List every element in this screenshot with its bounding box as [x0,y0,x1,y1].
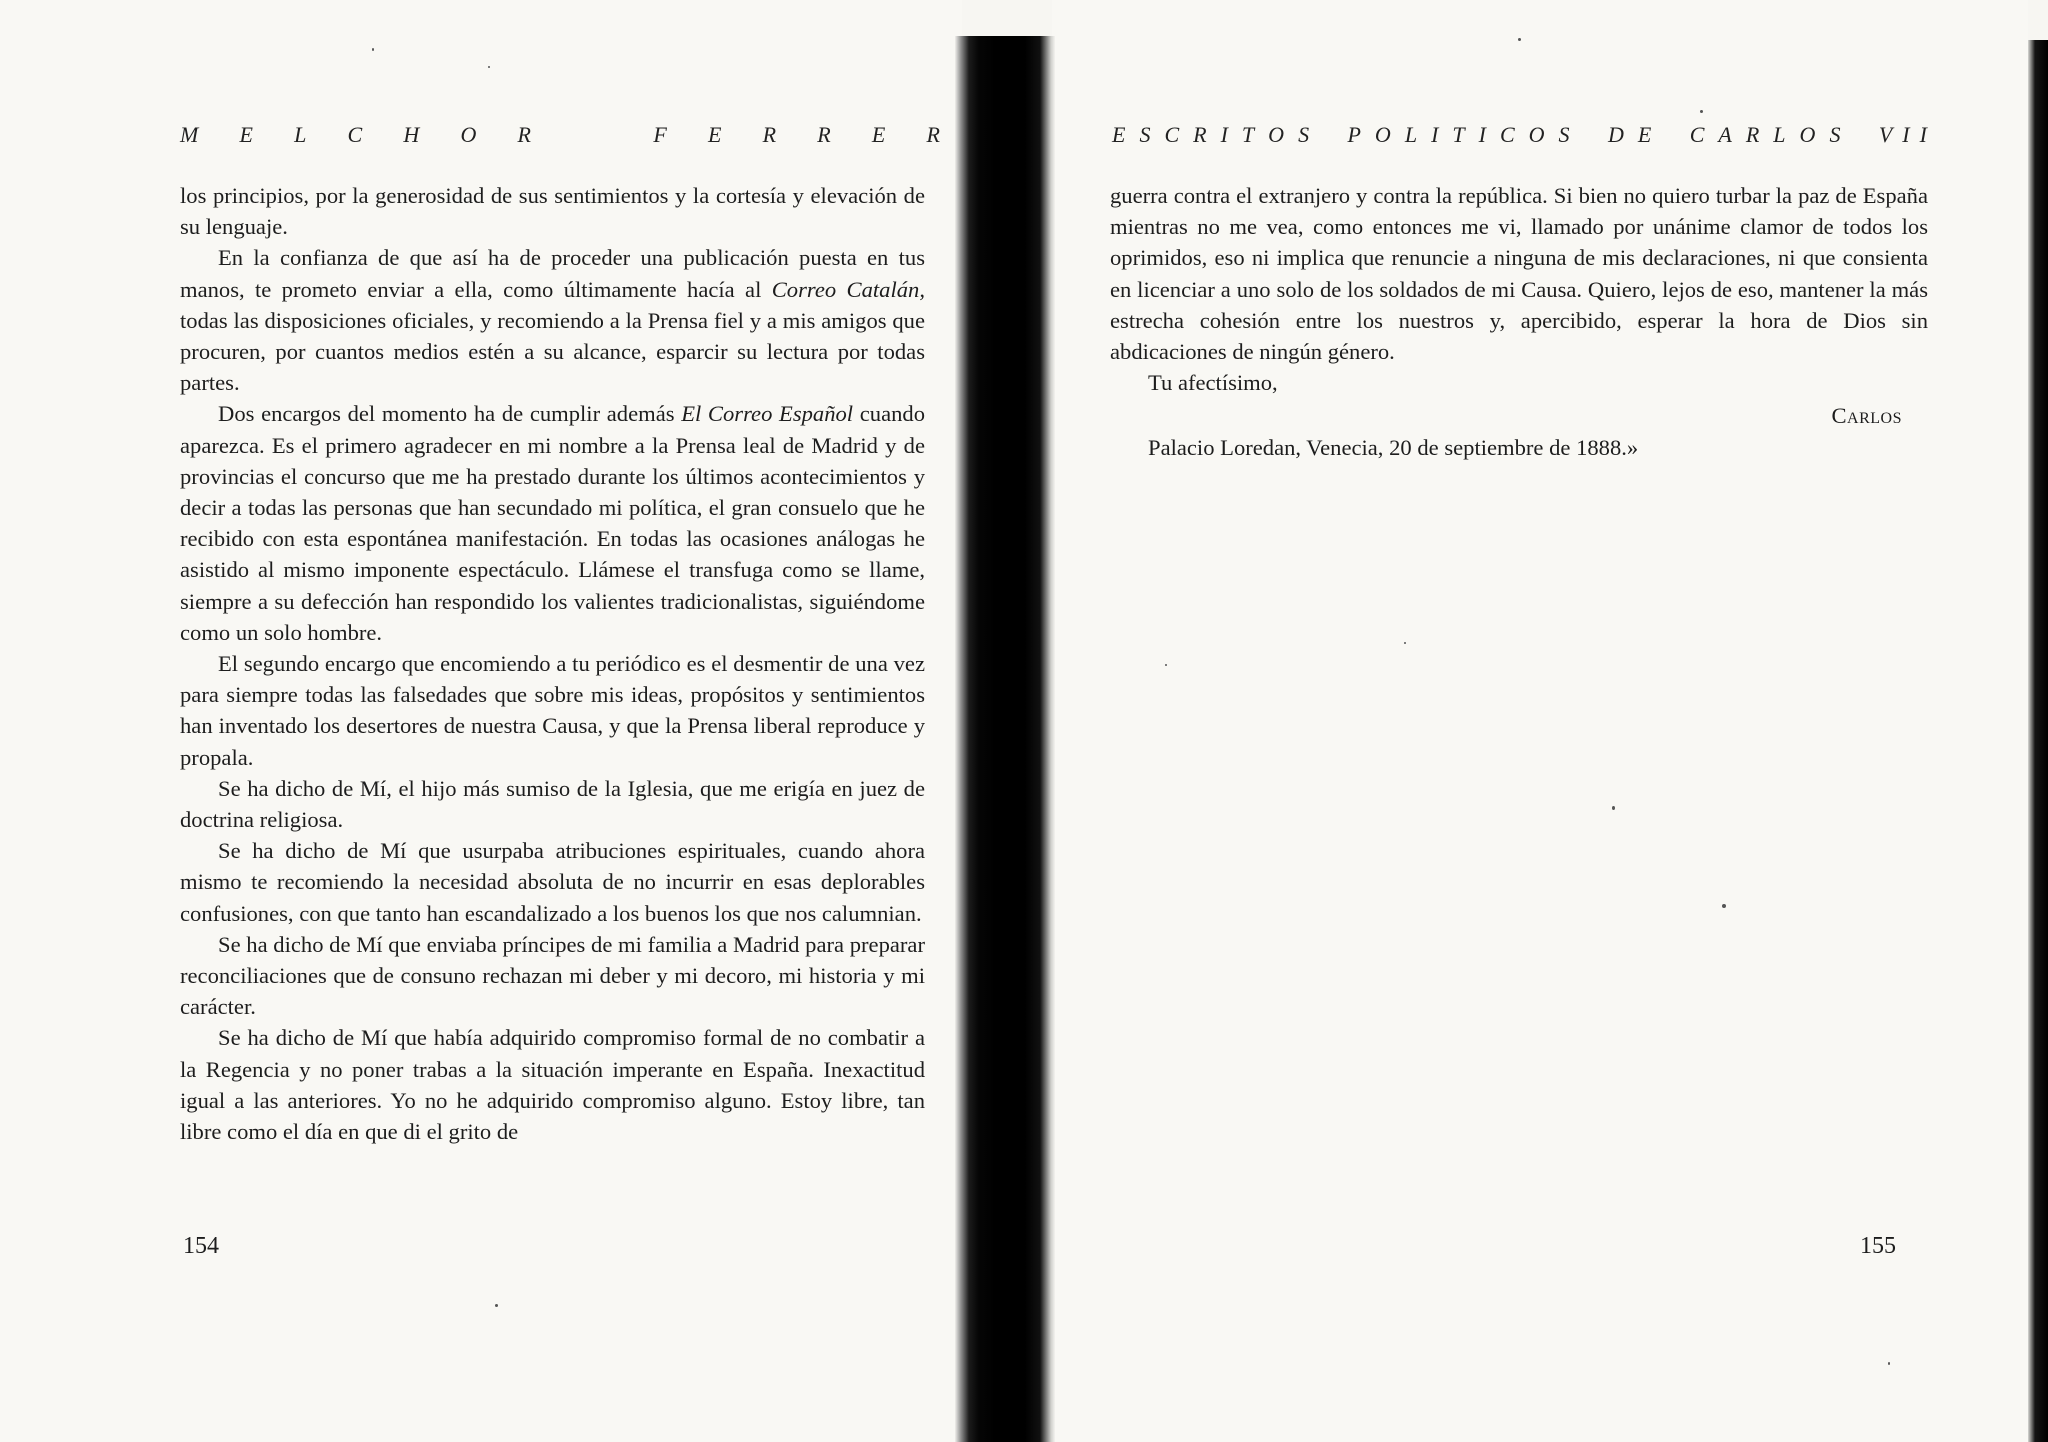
left-body-text [180,180,925,1147]
right-body-text [1110,180,1928,463]
running-head-letter: R [1193,122,1207,147]
paragraph: los principios, por la generosidad de sus sentimientos y la cortesía y elevación de su lenguaje. [180,183,925,240]
running-head-letter: L [1404,122,1418,147]
running-head-letter: R [517,122,531,147]
running-head-word [1347,122,1569,148]
running-head-letter: O [1268,122,1285,147]
running-head-word [1112,122,1309,148]
paragraph: Se ha dicho de Mí que usurpaba atribuciones espirituales, cuando ahora mismo te recomiendo la necesidad absoluta de no incurrir en esas deplorables confusiones, con que tanto han escandalizado a los buenos los que nos calumnian. [180,838,925,926]
running-head-word [1879,122,1927,148]
left-page [0,0,962,1442]
running-head-letter: O [1528,122,1545,147]
paragraph: Se ha dicho de Mí, el hijo más sumiso de la Iglesia, que me erigía en juez de doctrina religiosa. [180,775,925,833]
running-head-letter: S [1829,122,1841,147]
running-head-letter: S [1298,122,1310,147]
running-head-letter: O [460,122,477,147]
paragraph: Se ha dicho de Mí que había adquirido compromiso formal de no combatir a la Regencia y no poner trabas a la situación imperante en España. Inexactitud igual a las anteriores. Yo no he adquirido compromiso alguno. Estoy libre, tan libre como el día en que di el grito de [180,1025,925,1145]
running-head-letter: E [1112,122,1126,147]
running-head-word [1690,122,1841,148]
running-head-letter: E [1637,122,1652,147]
paragraph [180,398,925,648]
running-head-letter: S [1139,122,1151,147]
signature: Carlos [1831,403,1902,429]
running-head-letter: O [1799,122,1816,147]
running-head-letter: I [1431,122,1439,147]
newspaper-title: El Correo Español [681,401,854,427]
running-head-letter: T [1452,122,1465,147]
running-head-letter: I [1902,122,1910,147]
running-head-word [1608,122,1651,148]
paragraph [180,242,925,398]
running-head-letter: C [1164,122,1180,147]
paragraph-text: En la confianza de que así ha de proceder una publicación puesta en tus manos, te prometo enviar a ella, como últimamente hacía al [180,245,925,302]
running-head-letter: I [1220,122,1228,147]
paragraph-text: Dos encargos del momento ha de cumplir además [218,401,682,427]
running-head-letter: E [239,122,253,147]
running-head-letter: I [1478,122,1486,147]
running-head-letter: E [707,122,722,147]
running-head-letter: C [1689,122,1705,147]
page-number-left: 154 [183,1233,219,1259]
running-head-letter: P [1347,122,1361,147]
running-head-letter: F [653,122,667,147]
running-head-letter: V [1878,122,1893,147]
paragraph: Se ha dicho de Mí que enviaba príncipes de mi familia a Madrid para preparar reconciliaciones que de consuno rechazan mi deber y mi decoro, mi historia y mi carácter. [180,931,925,1020]
newspaper-title: Correo Catalán, [771,276,925,302]
running-head-letter: T [1241,122,1255,147]
paragraph: guerra contra el extranjero y contra la república. Si bien no quiero turbar la paz de España mientras no me vea, como entonces me vi, llamado por unánime clamor de todos los oprimidos, eso ni implica que renuncie a ninguna de mis declaraciones, ni que consienta en licenciar a uno solo de los soldados de mi Causa. Quiero, lejos de eso, mantener la más estrecha cohesión entre los nuestros y, apercibido, esperar la hora de Dios sin abdicaciones de ningún género. [1110,183,1928,365]
running-head-letter: R [762,122,777,147]
page-edge-shadow [2028,40,2048,1442]
running-head-letter: C [347,122,363,147]
running-head-letter: O [1374,122,1391,147]
running-head-letter: A [1718,122,1732,147]
right-running-head [1112,122,1927,148]
running-head-letter: M [180,122,199,147]
running-head-letter: L [1773,122,1786,147]
running-head-letter: D [1607,122,1624,147]
closing-salutation: Tu afectísimo, [1148,370,1278,396]
running-head-letter: E [871,122,886,147]
running-head-letter: I [1919,122,1927,147]
running-head-letter: R [926,122,940,147]
running-head-letter: C [1499,122,1515,147]
left-running-head [180,122,940,148]
dateline: Palacio Loredan, Venecia, 20 de septiembre de 1888.» [1148,434,1639,460]
paragraph-text: todas las disposiciones oficiales, y recomiendo a la Prensa fiel y a mis amigos que procuren, por cuantos medios estén a su alcance, esparcir su lectura por todas partes. [180,307,925,396]
right-page [1052,0,2028,1442]
running-head-letter: R [817,122,831,147]
running-head-letter: H [403,122,420,147]
paragraph-text: cuando aparezca. Es el primero agradecer en mi nombre a la Prensa leal de Madrid y de provincias el concurso que me ha prestado durante los últimos acontecimientos y decir a todas las personas que han secundado mi política, el gran consuelo que he recibido con esta espontánea manifestación. En todas las ocasiones análogas he asistido al mismo imponente espectáculo. Llámese el transfuga como se llame, siempre a su defección han respondido los valientes tradicionalistas, siguiéndome como un solo hombre. [180,401,925,645]
paragraph: El segundo encargo que encomiendo a tu periódico es el desmentir de una vez para siempre todas las falsedades que sobre mis ideas, propósitos y sentimientos han inventado los desertores de nuestra Causa, y que la Prensa liberal reproduce y propala. [180,651,925,770]
running-head-letter: S [1558,122,1570,147]
book-gutter-shadow [955,36,1055,1442]
running-head-letter: L [294,122,307,147]
page-number-right: 155 [1860,1233,1896,1259]
running-head-letter: R [1745,122,1760,147]
